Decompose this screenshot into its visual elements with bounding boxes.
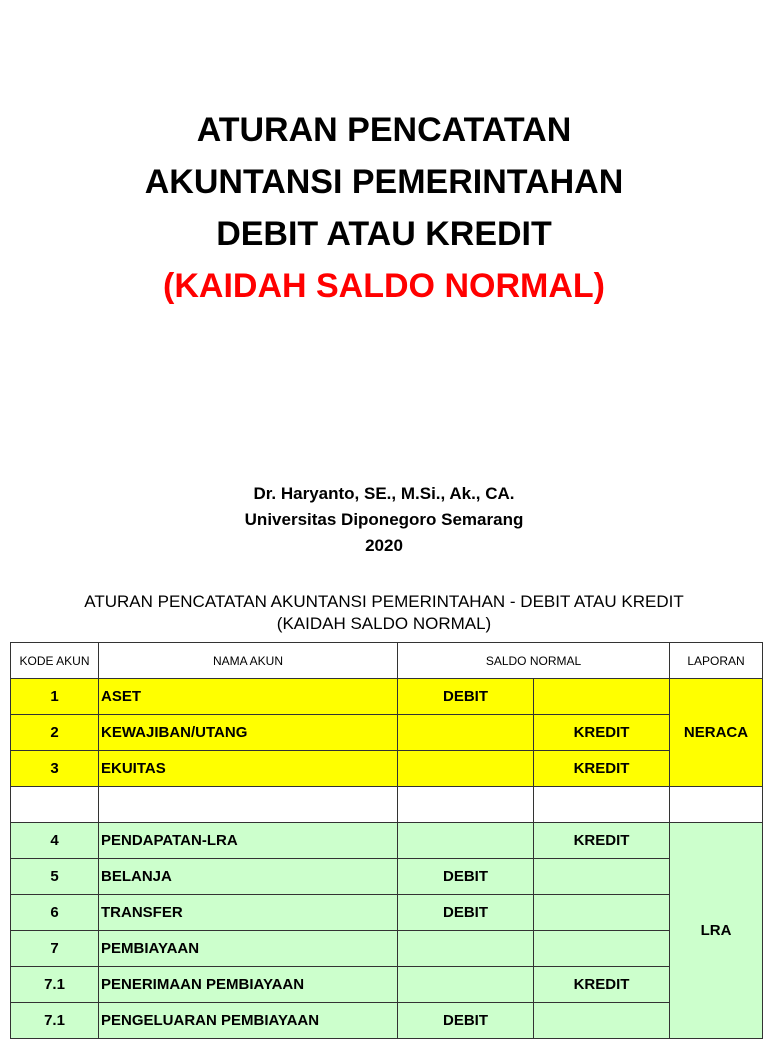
cell-debit — [398, 823, 534, 859]
cell-nama: PENGELUARAN PEMBIAYAAN — [99, 1003, 398, 1039]
author-year: 2020 — [365, 536, 403, 555]
cell-nama: PEMBIAYAAN — [99, 931, 398, 967]
cell-kredit — [534, 931, 670, 967]
header-nama-akun: NAMA AKUN — [99, 643, 398, 679]
author-block — [0, 481, 768, 559]
title-line-2: AKUNTANSI PEMERINTAHAN — [144, 163, 624, 201]
cell-kode: 5 — [11, 859, 99, 895]
cell-kode: 7.1 — [11, 1003, 99, 1039]
cell-laporan-neraca: NERACA — [670, 679, 763, 787]
cell-kode: 3 — [11, 751, 99, 787]
cell-kredit — [534, 1003, 670, 1039]
table-row — [11, 751, 763, 787]
cell-laporan-lra: LRA — [670, 823, 763, 1039]
header-laporan: LAPORAN — [670, 643, 763, 679]
cell-debit: DEBIT — [398, 859, 534, 895]
cell-debit: DEBIT — [398, 679, 534, 715]
header-kode-akun: KODE AKUN — [11, 643, 99, 679]
cell-kode: 7 — [11, 931, 99, 967]
cell-debit — [398, 715, 534, 751]
cell-kredit — [534, 895, 670, 931]
cell-laporan-blank — [670, 787, 763, 823]
cell-nama: KEWAJIBAN/UTANG — [99, 715, 398, 751]
table-row — [11, 967, 763, 1003]
header-saldo-normal: SALDO NORMAL — [398, 643, 670, 679]
table-row-blank — [11, 787, 763, 823]
cell-debit — [398, 751, 534, 787]
cell-kode: 6 — [11, 895, 99, 931]
cell-kode — [11, 787, 99, 823]
cell-debit — [398, 787, 534, 823]
cell-debit: DEBIT — [398, 1003, 534, 1039]
cell-kredit — [534, 679, 670, 715]
cell-kode: 1 — [11, 679, 99, 715]
cell-kode: 7.1 — [11, 967, 99, 1003]
cell-kredit: KREDIT — [534, 967, 670, 1003]
table-row — [11, 931, 763, 967]
cell-kredit — [534, 787, 670, 823]
cell-nama: PENERIMAAN PEMBIAYAAN — [99, 967, 398, 1003]
table-row — [11, 1003, 763, 1039]
table-title — [0, 591, 768, 635]
cell-nama — [99, 787, 398, 823]
slide-title — [0, 104, 768, 312]
title-line-4: (KAIDAH SALDO NORMAL) — [163, 267, 605, 305]
table-title-line-1: ATURAN PENCATATAN AKUNTANSI PEMERINTAHAN - DEBIT ATAU KREDIT — [84, 592, 684, 611]
table-row — [11, 679, 763, 715]
cell-nama: PENDAPATAN-LRA — [99, 823, 398, 859]
table-title-line-2: (KAIDAH SALDO NORMAL) — [276, 614, 492, 633]
cell-debit: DEBIT — [398, 895, 534, 931]
table-row — [11, 859, 763, 895]
cell-nama: TRANSFER — [99, 895, 398, 931]
author-name: Dr. Haryanto, SE., M.Si., Ak., CA. — [253, 484, 515, 503]
cell-kredit: KREDIT — [534, 823, 670, 859]
account-table — [10, 642, 763, 1039]
cell-nama: EKUITAS — [99, 751, 398, 787]
cell-nama: ASET — [99, 679, 398, 715]
cell-debit — [398, 967, 534, 1003]
author-institution: Universitas Diponegoro Semarang — [244, 510, 524, 529]
title-line-1: ATURAN PENCATATAN — [196, 111, 572, 149]
cell-kredit — [534, 859, 670, 895]
cell-debit — [398, 931, 534, 967]
title-line-3: DEBIT ATAU KREDIT — [216, 215, 552, 253]
cell-kode: 2 — [11, 715, 99, 751]
table-row — [11, 715, 763, 751]
table-row — [11, 823, 763, 859]
table-header-row — [11, 643, 763, 679]
cell-nama: BELANJA — [99, 859, 398, 895]
cell-kode: 4 — [11, 823, 99, 859]
cell-kredit: KREDIT — [534, 751, 670, 787]
table-row — [11, 895, 763, 931]
cell-kredit: KREDIT — [534, 715, 670, 751]
